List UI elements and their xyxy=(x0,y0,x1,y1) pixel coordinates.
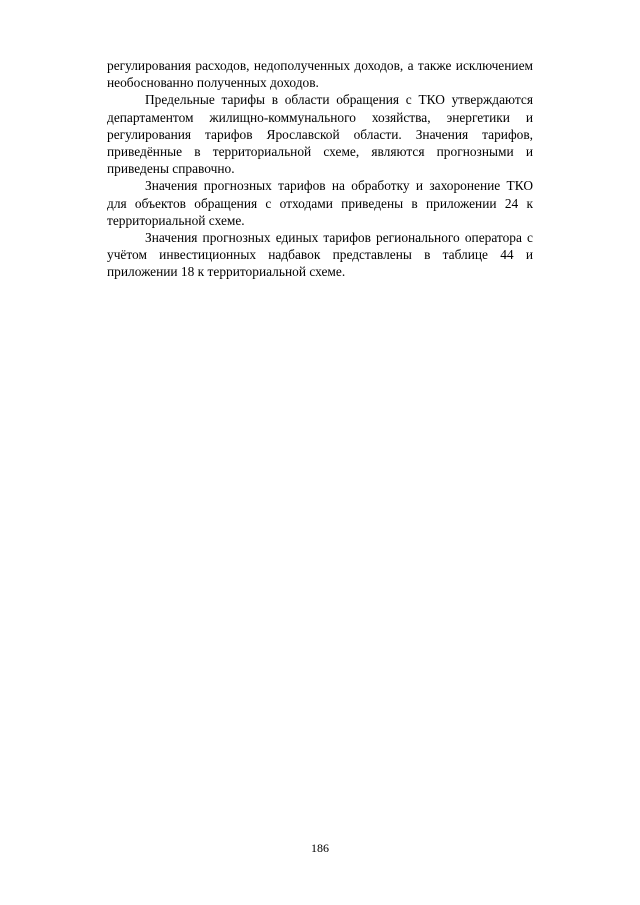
paragraph-continuation: регулирования расходов, недополученных доходов, а также исключением необоснованно полученных доходов. xyxy=(107,58,533,91)
paragraph-processing-tariffs: Значения прогнозных тарифов на обработку и захоронение ТКО для объектов обращения с отходами приведены в приложении 24 к территориальной схеме. xyxy=(107,178,533,228)
body-text xyxy=(107,57,533,281)
page-number: 186 xyxy=(311,841,329,855)
paragraph-regional-operator-tariffs: Значения прогнозных единых тарифов регионального оператора с учётом инвестиционных надбавок представлены в таблице 44 и приложении 18 к территориальной схеме. xyxy=(107,230,533,280)
paragraph-tariff-approval: Предельные тарифы в области обращения с ТКО утверждаются департаментом жилищно-коммунального хозяйства, энергетики и регулирования тарифов Ярославской области. Значения тарифов, приведённые в территориальной схеме, являются прогнозными и приведены справочно. xyxy=(107,92,533,177)
